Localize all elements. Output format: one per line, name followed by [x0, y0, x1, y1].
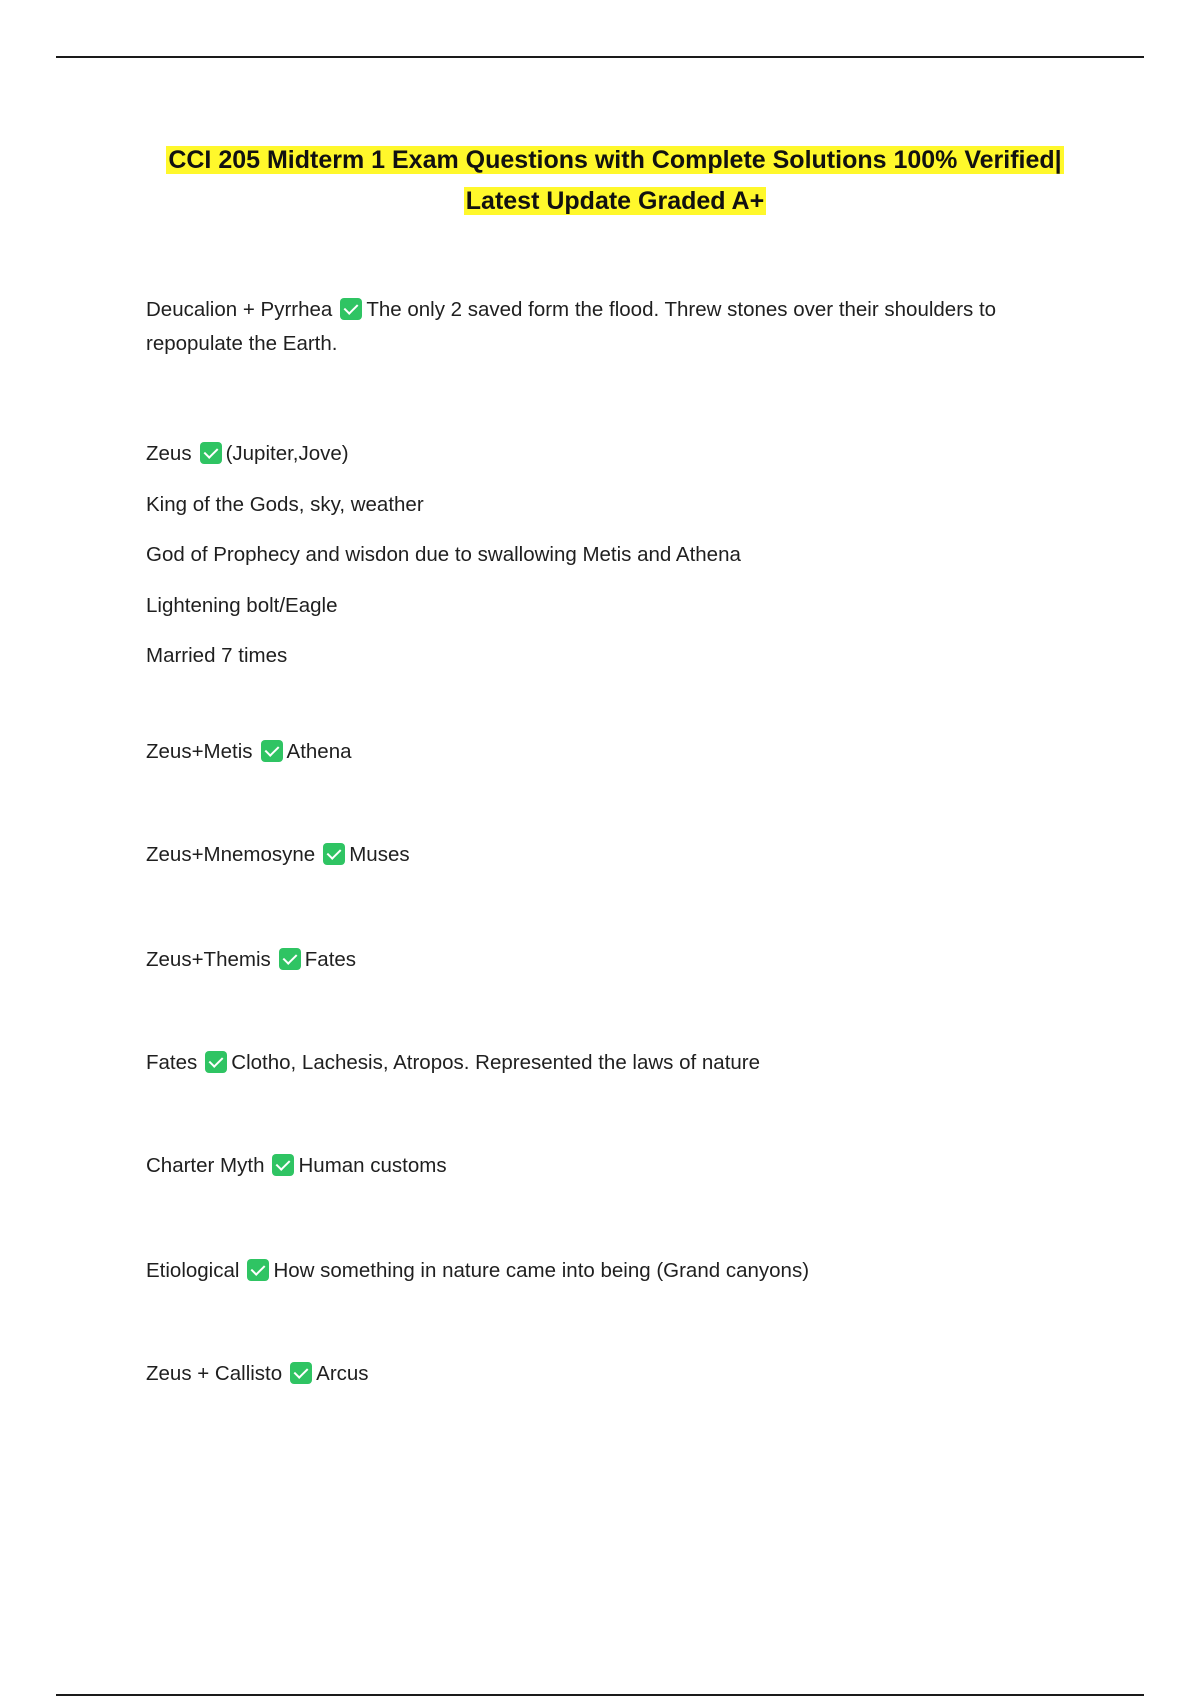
document-title: [140, 140, 1090, 222]
qa-term: Charter Myth: [146, 1154, 265, 1177]
footer-rule: [56, 1694, 1144, 1696]
checkmark-box-icon: [247, 1259, 269, 1281]
qa-entry-line: [146, 838, 1086, 872]
qa-entry-zeus-mnemosyne: [146, 838, 1086, 872]
qa-answer: Muses: [349, 843, 410, 866]
qa-answer-continued: God of Prophecy and wisdon due to swallowing Metis and Athena: [146, 543, 741, 566]
title-line-1: CCI 205 Midterm 1 Exam Questions with Complete Solutions 100% Verified|: [168, 146, 1062, 174]
qa-answer: Fates: [304, 948, 357, 971]
qa-entry-line: [146, 429, 1086, 480]
qa-term: Zeus+Mnemosyne: [146, 843, 316, 866]
qa-entry-etiological: [146, 1254, 1086, 1288]
qa-entry-zeus: [146, 429, 1086, 682]
qa-answer-continued: Lightening bolt/Eagle: [146, 593, 338, 617]
qa-entry-line: [146, 943, 1086, 977]
qa-term: Zeus: [146, 442, 192, 465]
qa-answer: Arcus: [316, 1362, 369, 1385]
qa-entry-charter-myth: [146, 1149, 1086, 1183]
qa-answer-continued: King of the Gods, sky, weather: [146, 492, 424, 516]
checkmark-box-icon: [279, 948, 301, 970]
qa-entry-zeus-metis: [146, 735, 1086, 769]
checkmark-box-icon: [261, 740, 283, 762]
qa-entry-line: [146, 1149, 1086, 1183]
qa-answer-continued: repopulate the Earth.: [146, 332, 338, 355]
qa-answer: How something in nature came into being (Grand canyons): [273, 1259, 810, 1282]
qa-answer: (Jupiter,Jove): [225, 442, 349, 465]
qa-term: Fates: [146, 1051, 198, 1074]
checkmark-box-icon: [205, 1051, 227, 1073]
qa-term: Deucalion + Pyrrhea: [146, 298, 333, 321]
qa-entry-fates: [146, 1046, 1086, 1080]
qa-answer: Clotho, Lachesis, Atropos. Represented the laws of nature: [231, 1051, 761, 1074]
qa-entry-line: [146, 1046, 1086, 1080]
qa-answer-continued: Married 7 times: [146, 644, 288, 667]
qa-answer: Human customs: [298, 1154, 447, 1177]
checkmark-box-icon: [272, 1154, 294, 1176]
qa-entry-line: [146, 293, 1086, 327]
qa-entry-zeus-callisto: [146, 1357, 1086, 1391]
qa-term: Etiological: [146, 1259, 240, 1282]
qa-entry-line: [146, 1357, 1086, 1391]
qa-answer: The only 2 saved form the flood. Threw stones over their shoulders to: [366, 298, 997, 321]
checkmark-box-icon: [290, 1362, 312, 1384]
qa-answer: Athena: [286, 740, 352, 763]
qa-entry-zeus-themis: [146, 943, 1086, 977]
qa-entry-deucalion-pyrrhea: [146, 293, 1086, 361]
checkmark-box-icon: [340, 298, 362, 320]
qa-term: Zeus+Metis: [146, 740, 253, 763]
qa-entry-line: [146, 735, 1086, 769]
qa-entry-line: [146, 1254, 1086, 1288]
qa-term: Zeus+Themis: [146, 948, 271, 971]
header-rule: [56, 56, 1144, 58]
checkmark-box-icon: [200, 442, 222, 464]
title-line-2: Latest Update Graded A+: [465, 187, 765, 215]
checkmark-box-icon: [323, 843, 345, 865]
qa-term: Zeus + Callisto: [146, 1362, 283, 1385]
